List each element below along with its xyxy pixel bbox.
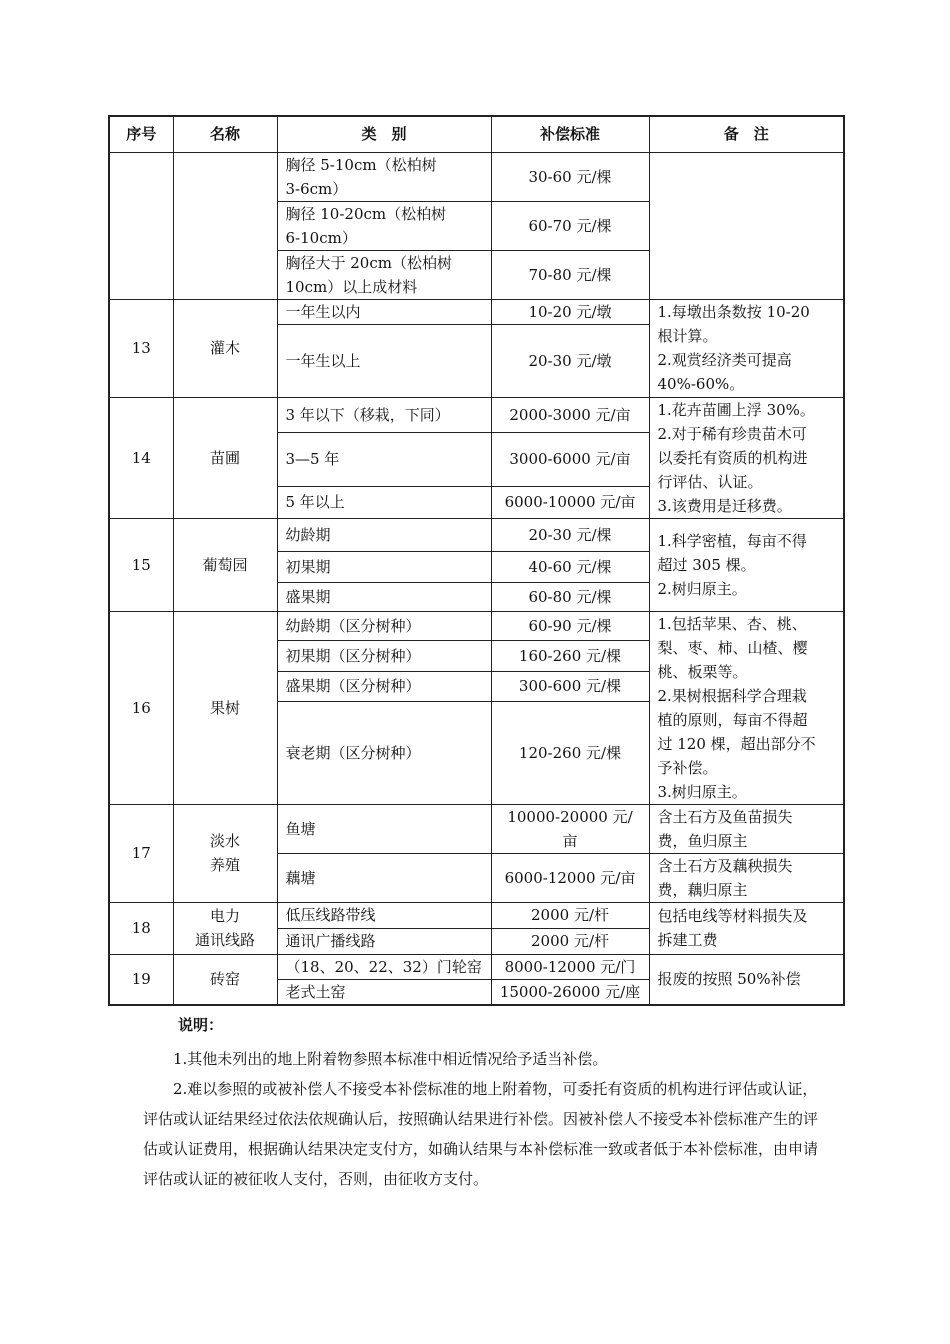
row-category: （18、20、22、32）门轮窑 [277, 954, 491, 979]
row-name: 淡水 养殖 [173, 804, 277, 902]
row-category: 3—5 年 [277, 432, 491, 486]
row-standard: 70-80 元/棵 [491, 250, 649, 299]
row-remark [649, 152, 844, 299]
row-category: 鱼塘 [277, 804, 491, 853]
row-standard: 300-600 元/棵 [491, 671, 649, 701]
row-remark: 1.花卉苗圃上浮 30%。 2.对于稀有珍贵苗木可 以委托有资质的机构进 行评估、认证。 3.该费用是迁移费。 [649, 397, 844, 518]
row-category: 一年生以内 [277, 299, 491, 324]
row-remark: 1.每墩出条数按 10-20 根计算。 2.观赏经济类可提高 40%-60%。 [649, 299, 844, 397]
row-name: 苗圃 [173, 397, 277, 518]
row-category: 通讯广播线路 [277, 928, 491, 954]
row-standard: 40-60 元/棵 [491, 551, 649, 582]
row-category: 初果期 [277, 551, 491, 582]
row-standard: 2000-3000 元/亩 [491, 397, 649, 432]
header-no: 序号 [109, 116, 173, 152]
notes-title: 说明： [178, 1016, 224, 1034]
row-standard: 120-260 元/棵 [491, 701, 649, 804]
row-standard: 15000-26000 元/座 [491, 979, 649, 1005]
row-standard: 6000-12000 元/亩 [491, 853, 649, 902]
row-no: 18 [109, 902, 173, 954]
row-category: 藕塘 [277, 853, 491, 902]
row-category: 一年生以上 [277, 324, 491, 397]
row-category: 胸径 10-20cm（松柏树 6-10cm） [277, 201, 491, 250]
table-row [109, 299, 844, 324]
row-standard: 3000-6000 元/亩 [491, 432, 649, 486]
row-category: 低压线路带线 [277, 902, 491, 928]
row-standard: 6000-10000 元/亩 [491, 486, 649, 518]
row-no: 13 [109, 299, 173, 397]
table-row [109, 397, 844, 432]
header-category: 类 别 [277, 116, 491, 152]
row-remark: 1.包括苹果、杏、桃、 梨、枣、柿、山楂、樱 桃、板栗等。 2.果树根据科学合理栽 植的原则，每亩不得超 过 120 棵，超出部分不 予补偿。 3.树归原主。 [649, 611, 844, 804]
table-row [109, 611, 844, 640]
header-row [109, 116, 844, 152]
row-name: 灌木 [173, 299, 277, 397]
row-category: 胸径 5-10cm（松柏树 3-6cm） [277, 152, 491, 201]
row-category: 老式土窑 [277, 979, 491, 1005]
row-no [109, 152, 173, 299]
row-no: 14 [109, 397, 173, 518]
notes-paragraph-2: 2.难以参照的或被补偿人不接受本补偿标准的地上附着物，可委托有资质的机构进行评估或认证，评估或认证结果经过依法依规确认后，按照确认结果进行补偿。因被补偿人不接受本补偿标准产生的评估或认证费用，根据确认结果决定支付方，如确认结果与本补偿标准一致或者低于本补偿标准，由申请评估或认证的被征收人支付，否则，由征收方支付。 [143, 1080, 819, 1188]
notes-section [143, 1010, 823, 1194]
row-remark: 报废的按照 50%补偿 [649, 954, 844, 1005]
row-standard: 60-70 元/棵 [491, 201, 649, 250]
row-category: 胸径大于 20cm（松柏树 10cm）以上成材料 [277, 250, 491, 299]
header-name: 名称 [173, 116, 277, 152]
row-standard: 60-80 元/棵 [491, 582, 649, 611]
row-remark: 包括电线等材料损失及 拆建工费 [649, 902, 844, 954]
row-standard: 60-90 元/棵 [491, 611, 649, 640]
row-category: 幼龄期 [277, 518, 491, 551]
row-no: 19 [109, 954, 173, 1005]
row-remark: 含土石方及藕秧损失 费，藕归原主 [649, 853, 844, 902]
row-category: 3 年以下（移栽，下同） [277, 397, 491, 432]
row-no: 16 [109, 611, 173, 804]
row-standard: 2000 元/杆 [491, 902, 649, 928]
row-standard: 160-260 元/棵 [491, 640, 649, 671]
row-category: 盛果期（区分树种） [277, 671, 491, 701]
row-remark: 1.科学密植，每亩不得 超过 305 棵。 2.树归原主。 [649, 518, 844, 611]
row-name: 砖窑 [173, 954, 277, 1005]
row-category: 幼龄期（区分树种） [277, 611, 491, 640]
compensation-table [108, 115, 845, 1006]
table-row [109, 804, 844, 853]
row-category: 初果期（区分树种） [277, 640, 491, 671]
row-standard: 10000-20000 元/ 亩 [491, 804, 649, 853]
row-category: 5 年以上 [277, 486, 491, 518]
row-name: 葡萄园 [173, 518, 277, 611]
row-category: 衰老期（区分树种） [277, 701, 491, 804]
table-row [109, 518, 844, 551]
row-remark: 含土石方及鱼苗损失 费，鱼归原主 [649, 804, 844, 853]
row-name [173, 152, 277, 299]
header-standard: 补偿标准 [491, 116, 649, 152]
row-no: 15 [109, 518, 173, 611]
row-standard: 2000 元/杆 [491, 928, 649, 954]
row-standard: 8000-12000 元/门 [491, 954, 649, 979]
header-remark: 备 注 [649, 116, 844, 152]
row-category: 盛果期 [277, 582, 491, 611]
table-row [109, 954, 844, 979]
notes-paragraph-1: 1.其他未列出的地上附着物参照本标准中相近情况给予适当补偿。 [173, 1050, 608, 1068]
row-name: 果树 [173, 611, 277, 804]
row-standard: 10-20 元/墩 [491, 299, 649, 324]
row-standard: 20-30 元/墩 [491, 324, 649, 397]
table-row [109, 902, 844, 928]
row-name: 电力 通讯线路 [173, 902, 277, 954]
row-standard: 20-30 元/棵 [491, 518, 649, 551]
row-no: 17 [109, 804, 173, 902]
table-row [109, 152, 844, 201]
row-standard: 30-60 元/棵 [491, 152, 649, 201]
